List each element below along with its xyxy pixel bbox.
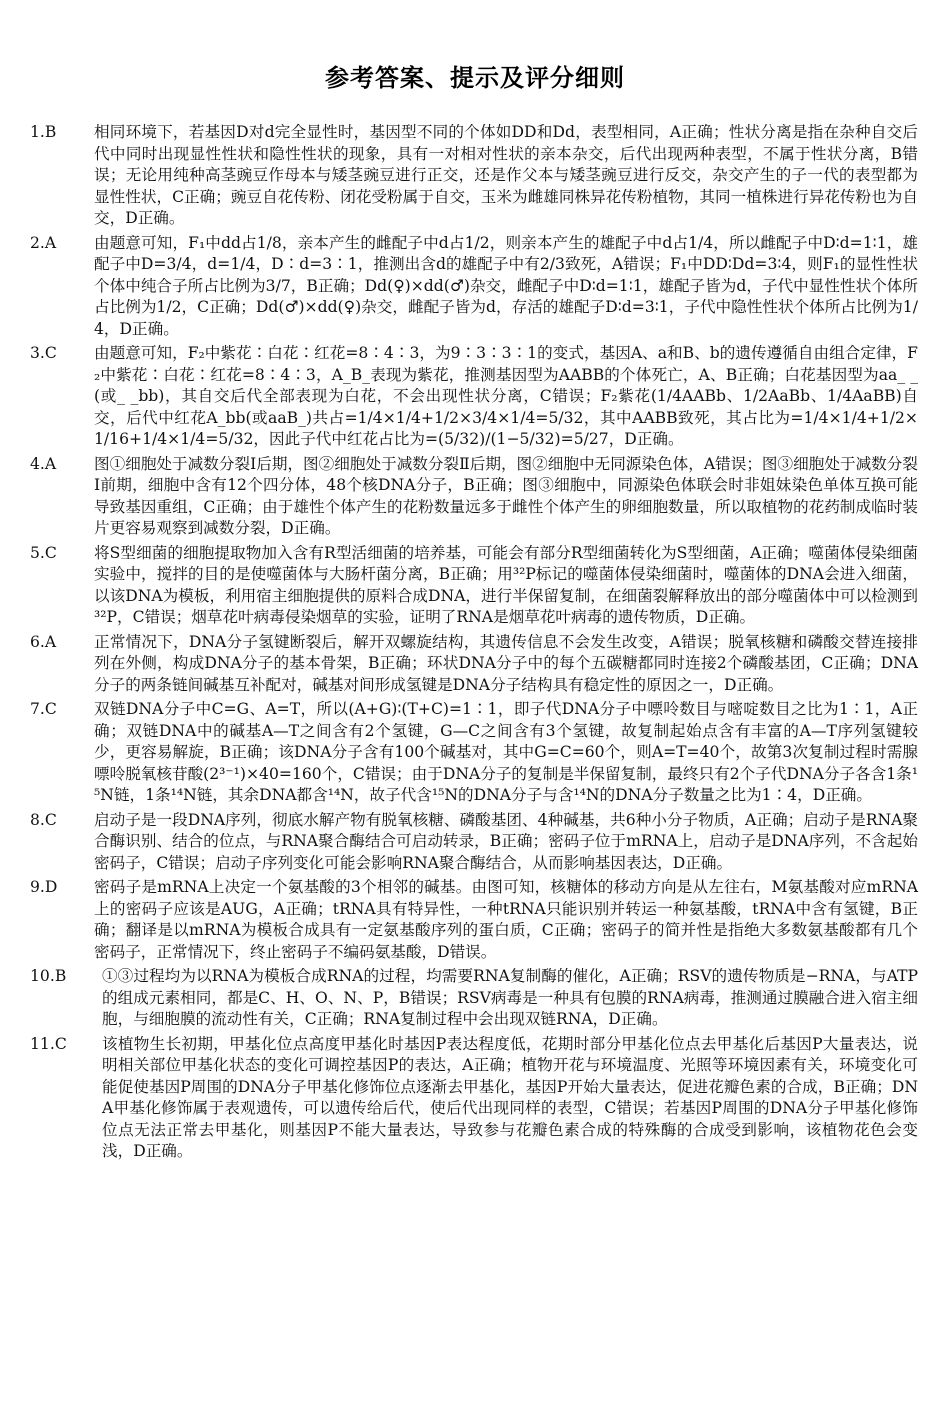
answer-explanation: 正常情况下，DNA分子氢键断裂后，解开双螺旋结构，其遗传信息不会发生改变，A错误；脱氧核糖和磷酸交替连接排列在外侧，构成DNA分子的基本骨架，B正确；环状DNA分子中的每个五碳糖都同时连接2个磷酸基团，C正确；DNA分子的两条链间碱基互补配对，碱基对间形成氢键是DNA分子结构具有稳定性的原因之一，D正确。: [94, 632, 918, 694]
answer-item-1: [30, 122, 918, 230]
answer-choice: C: [44, 543, 57, 562]
answer-label: [30, 632, 94, 654]
answer-choice: C: [44, 344, 57, 362]
answer-number: 8.: [30, 810, 45, 829]
answer-number: 2.: [30, 233, 45, 252]
answer-number: 4.: [30, 454, 45, 473]
answer-label: [30, 233, 94, 255]
answer-choice: A: [44, 454, 57, 473]
answer-number: 9.: [30, 878, 45, 896]
answer-item-7: [30, 699, 918, 807]
answer-choice: C: [54, 1034, 67, 1053]
answer-item-5: [30, 543, 918, 629]
answer-number: 10.: [30, 967, 55, 985]
answer-item-8: [30, 810, 918, 875]
answer-explanation: 该植物生长初期，甲基化位点高度甲基化时基因P表达程度低，花期时部分甲基化位点去甲基化后基因P大量表达，说明相关部位甲基化状态的变化可调控基因P的表达，A正确；植物开花与环境温度、光照等环境因素有关，环境变化可能促使基因P周围的DNA分子甲基化修饰位点逐渐去甲基化，基因P开始大量表达，促进花瓣色素的合成，B正确；DNA甲基化修饰属于表观遗传，可以遗传给后代，使后代出现同样的表型，C错误；若基因P周围的DNA分子甲基化修饰位点无法正常去甲基化，则基因P不能大量表达，导致参与花瓣色素合成的特殊酶的合成受到影响，该植物花色会变浅，D正确。: [102, 1034, 918, 1160]
answer-number: 7.: [30, 700, 45, 718]
answer-label: [30, 343, 94, 365]
answer-label: [30, 877, 94, 899]
answer-explanation: 由题意可知，F₁中dd占1/8，亲本产生的雌配子中d占1/2，则亲本产生的雄配子中d占1/4，所以雌配子中D∶d=1∶1，雄配子中D=3/4，d=1/4，D∶d=3∶1，推测出含d的雄配子中有2/3致死，A错误；F₁中DD∶Dd=3∶4，则F₁的显性性状个体中纯合子所占比例为3/7，B正确；Dd(♀)×dd(♂)杂交，雌配子中D∶d=1∶1，雄配子皆为d，子代中显性性状个体所占比例为1/2，C正确；Dd(♂)×dd(♀)杂交，雌配子皆为d，存活的雄配子D∶d=3∶1，子代中隐性性状个体所占比例为1/4，D正确。: [94, 233, 918, 338]
answer-number: 6.: [30, 632, 45, 651]
answer-item-4: [30, 454, 918, 540]
answer-list: [30, 122, 918, 1166]
answer-number: 1.: [30, 123, 45, 141]
answer-item-6: [30, 632, 918, 697]
answer-explanation: 启动子是一段DNA序列，彻底水解产物有脱氧核糖、磷酸基团、4种碱基，共6种小分子物质，A正确；启动子是RNA聚合酶识别、结合的位点，与RNA聚合酶结合可启动转录，B正确；密码子位于mRNA上，启动子是DNA序列，不含起始密码子，C错误；启动子序列变化可能会影响RNA聚合酶结合，从而影响基因表达，D正确。: [94, 810, 918, 872]
answer-choice: C: [44, 810, 57, 829]
answer-explanation: 将S型细菌的细胞提取物加入含有R型活细菌的培养基，可能会有部分R型细菌转化为S型细菌，A正确；噬菌体侵染细菌实验中，搅拌的目的是使噬菌体与大肠杆菌分离，B正确；用³²P标记的噬菌体侵染细菌时，噬菌体的DNA会进入细菌，以该DNA为模板，利用宿主细胞提供的原料合成DNA，进行半保留复制，在细菌裂解释放出的部分噬菌体中可以检测到³²P，C错误；烟草花叶病毒侵染烟草的实验，证明了RNA是烟草花叶病毒的遗传物质，D正确。: [94, 543, 918, 626]
answer-label: [30, 543, 94, 565]
answer-label: [30, 1034, 102, 1056]
answer-explanation: ①③过程均为以RNA为模板合成RNA的过程，均需要RNA复制酶的催化，A正确；RSV的遗传物质是−RNA，与ATP的组成元素相同，都是C、H、O、N、P，B错误；RSV病毒是一种具有包膜的RNA病毒，推测通过膜融合进入宿主细胞，与细胞膜的流动性有关，C正确；RNA复制过程中会出现双链RNA，D正确。: [102, 967, 918, 1028]
answer-choice: B: [54, 967, 67, 985]
answer-number: 11.: [30, 1034, 55, 1053]
answer-explanation: 相同环境下，若基因D对d完全显性时，基因型不同的个体如DD和Dd，表型相同，A正确；性状分离是指在杂种自交后代中同时出现显性性状和隐性性状的现象，具有一对相对性状的亲本杂交，后代出现两种表型，不属于性状分离，B错误；无论用纯种高茎豌豆作母本与矮茎豌豆进行正交，还是作父本与矮茎豌豆进行反交，杂交产生的子一代的表型都为显性性状，C正确；豌豆自花传粉、闭花受粉属于自交，玉米为雌雄同株异花传粉植物，其同一植株进行异花传粉也为自交，D正确。: [94, 123, 918, 227]
answer-explanation: 图①细胞处于减数分裂Ⅰ后期，图②细胞处于减数分裂Ⅱ后期，图②细胞中无同源染色体，A错误；图③细胞处于减数分裂Ⅰ前期，细胞中含有12个四分体，48个核DNA分子，B正确；图③细胞中，同源染色体联会时非姐妹染色单体互换可能导致基因重组，C正确；由于雄性个体产生的花粉数量远多于雌性个体产生的卵细胞数量，所以取植物的花药制成临时装片更容易观察到减数分裂，D正确。: [94, 454, 918, 537]
answer-label: [30, 122, 94, 144]
answer-label: [30, 454, 94, 476]
answer-number: 3.: [30, 344, 45, 362]
answer-explanation: 双链DNA分子中C=G、A=T，所以(A+G)∶(T+C)=1∶1，即子代DNA分子中嘌呤数目与嘧啶数目之比为1∶1，A正确；双链DNA中的碱基A—T之间含有2个氢键，G—C之间含有3个氢键，故复制起始点含有丰富的A—T序列氢键较少，更容易解旋，B正确；该DNA分子含有100个碱基对，其中G=C=60个，则A=T=40个，故第3次复制过程时需腺嘌呤脱氧核苷酸(2³⁻¹)×40=160个，C错误；由于DNA分子的复制是半保留复制，最终只有2个子代DNA分子各含1条¹⁵N链，1条¹⁴N链，其余DNA都含¹⁴N，故子代含¹⁵N的DNA分子与含¹⁴N的DNA分子数量之比为1∶4，D正确。: [94, 700, 918, 804]
answer-number: 5.: [30, 543, 45, 562]
answer-item-9: [30, 877, 918, 963]
answer-choice: A: [44, 632, 57, 651]
answer-item-3: [30, 343, 918, 451]
answer-label: [30, 699, 94, 721]
answer-choice: C: [44, 700, 57, 718]
answer-item-2: [30, 233, 918, 341]
answer-label: [30, 810, 94, 832]
answer-explanation: 密码子是mRNA上决定一个氨基酸的3个相邻的碱基。由图可知，核糖体的移动方向是从左往右，M氨基酸对应mRNA上的密码子应该是AUG，A正确；tRNA具有特异性，一种tRNA只能识别并转运一种氨基酸，tRNA中含有氢键，B正确；翻译是以mRNA为模板合成具有一定氨基酸序列的蛋白质，C正确；密码子的简并性是指绝大多数氨基酸都有几个密码子，正常情况下，终止密码子不编码氨基酸，D错误。: [94, 878, 918, 961]
answer-choice: B: [44, 123, 57, 141]
answer-explanation: 由题意可知，F₂中紫花∶白花∶红花=8∶4∶3，为9∶3∶3∶1的变式，基因A、a和B、b的遗传遵循自由组合定律，F₂中紫花∶白花∶红花=8∶4∶3，A_B_表现为紫花，推测基因型为AABB的个体死亡，A、B正确；白花基因型为aa_ _(或_ _bb)，其自交后代全部表现为白花，不会出现性状分离，C错误；F₂紫花(1/4AABb、1/2AaBb、1/4AaBB)自交，后代中红花A_bb(或aaB_)共占=1/4×1/4+1/2×3/4×1/4=5/32，其中AABB致死，其占比为=1/4×1/4+1/2×1/16+1/4×1/4=5/32，因此子代中红花占比为=(5/32)/(1−5/32)=5/27，D正确。: [94, 344, 918, 448]
answer-choice: A: [44, 233, 57, 252]
page-title: 参考答案、提示及评分细则: [325, 64, 625, 92]
answer-choice: D: [44, 878, 58, 896]
answer-item-10: [30, 966, 918, 1031]
answer-item-11: [30, 1034, 918, 1163]
answer-label: [30, 966, 102, 988]
